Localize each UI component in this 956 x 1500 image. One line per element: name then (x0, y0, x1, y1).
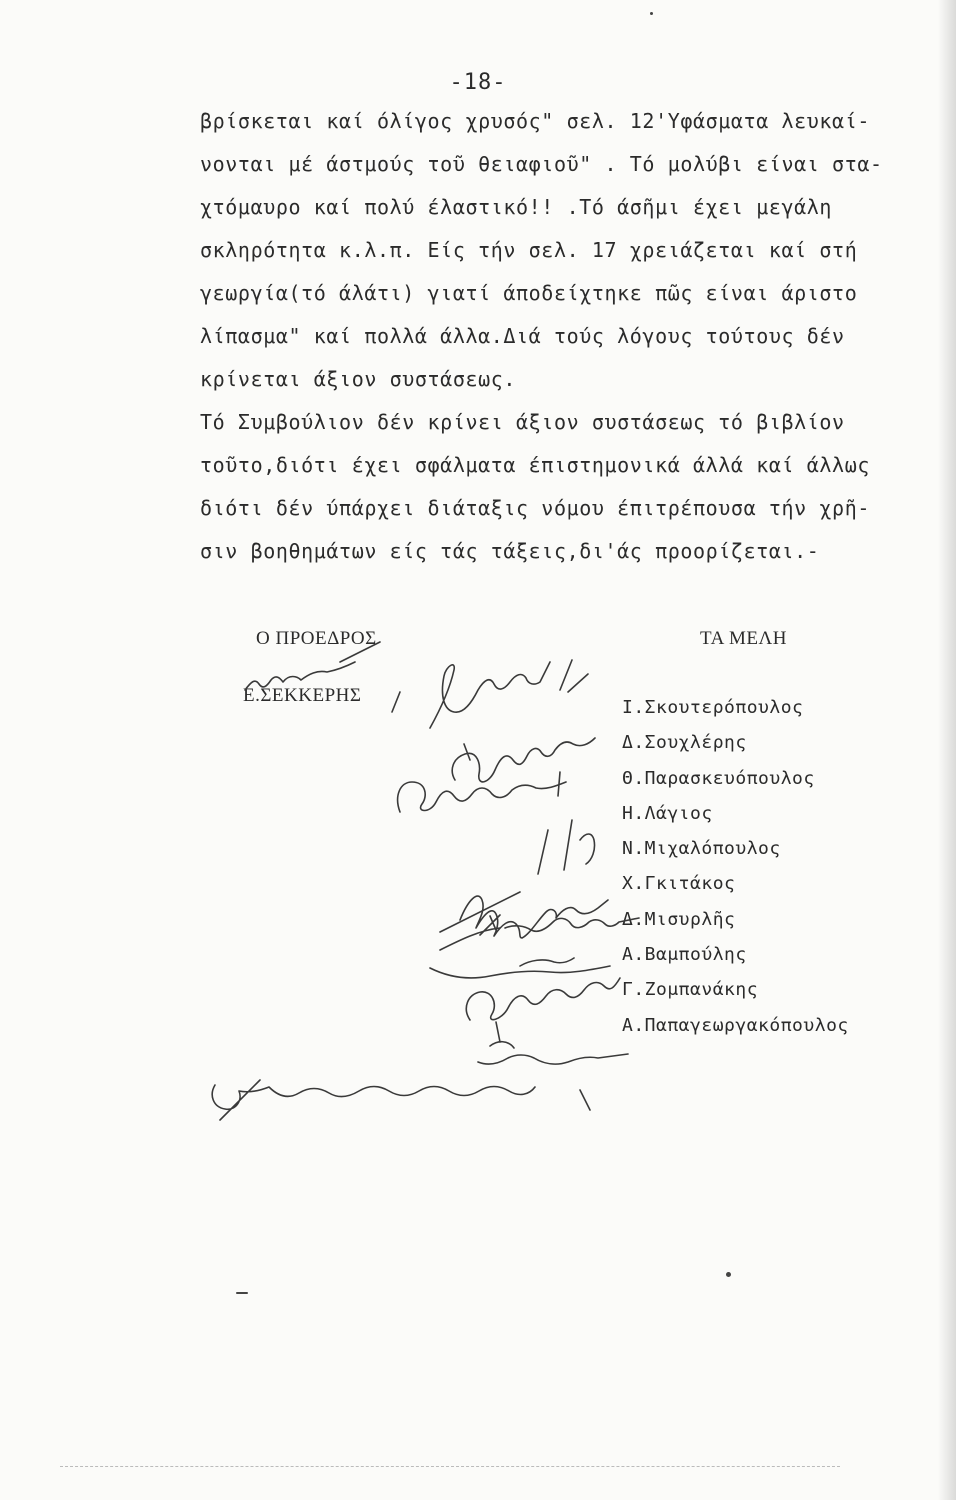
member-name: Ν.Μιχαλόπουλος (622, 838, 781, 860)
text-line: λίπασμα" καί πολλά άλλα.Διά τούς λόγους τούτους δέν (200, 324, 845, 348)
text-line: γεωργία(τό άλάτι) γιατί άποδείχτηκε πῶς είναι άριστο (200, 281, 858, 305)
president-name: Ε.ΣΕΚΚΕΡΗΣ (243, 685, 362, 706)
text-line: Τό Συμβούλιον δέν κρίνει άξιον συστάσεως τό βιβλίον (200, 410, 845, 434)
text-line: νονται μέ άστμούς τοῦ θειαφιοῦ" . Τό μολύβι είναι στα- (200, 152, 883, 176)
member-name: Η.Λάγιος (622, 802, 713, 824)
paper-speck (726, 1272, 731, 1277)
member-name: Ι.Σκουτερόπουλος (622, 697, 804, 718)
footer-rule (60, 1466, 840, 1467)
paragraph-1 (200, 100, 940, 401)
signature-member-2 (452, 738, 595, 782)
signature-member-7 (430, 958, 610, 978)
member-name: Δ.Σουχλέρης (622, 732, 747, 754)
signature-member-10 (212, 1080, 590, 1120)
member-name: Θ.Παρασκευόπουλος (622, 767, 815, 789)
signature-member-3 (398, 772, 566, 812)
text-line: σιν βοηθημάτων είς τάς τάξεις,δι'άς προορίζεται.- (200, 539, 820, 563)
members-list (622, 690, 849, 1043)
signature-member-1 (430, 660, 588, 728)
paragraph-2 (200, 401, 940, 573)
president-title: Ο ΠΡΟΕΔΡΟΣ (256, 628, 377, 649)
member-name: Χ.Γκιτάκος (622, 873, 736, 895)
signature-member-6 (440, 915, 639, 950)
page-number: -18- (449, 70, 507, 95)
signature-member-5 (460, 896, 608, 938)
signature-member-9 (478, 1042, 628, 1064)
text-line: σκληρότητα κ.λ.π. Είς τήν σελ. 17 χρειάζεται καί στή (200, 238, 858, 262)
members-title: ΤΑ ΜΕΛΗ (700, 628, 788, 649)
signature-member-8 (466, 978, 620, 1042)
member-name: Α.Βαμπούλης (622, 944, 747, 966)
body-text (200, 100, 940, 573)
member-name: Α.Παπαγεωργακόπουλος (622, 1014, 849, 1036)
text-line: βρίσκεται καί όλίγος χρυσός" σελ. 12'Υφάσματα λευκαί- (200, 109, 870, 133)
text-line: χτόμαυρο καί πολύ έλαστικό!! .Τό άσῆμι έχει μεγάλη (200, 195, 833, 219)
member-name: Γ.Ζομπανάκης (622, 979, 759, 1001)
text-line: διότι δέν ύπάρχει διάταξις νόμου έπιτρέπουσα τήν χρῆ- (200, 496, 870, 520)
page-edge-shadow (938, 0, 956, 1500)
paper-speck (650, 12, 653, 15)
signature-member-4 (440, 820, 595, 932)
member-name: Δ.Μισυρλῆς (622, 908, 736, 930)
paper-speck (236, 1292, 248, 1294)
text-line: κρίνεται άξιον συστάσεως. (200, 367, 517, 391)
text-line: τοῦτο,διότι έχει σφάλματα έπιστημονικά άλλά καί άλλως (200, 453, 870, 477)
